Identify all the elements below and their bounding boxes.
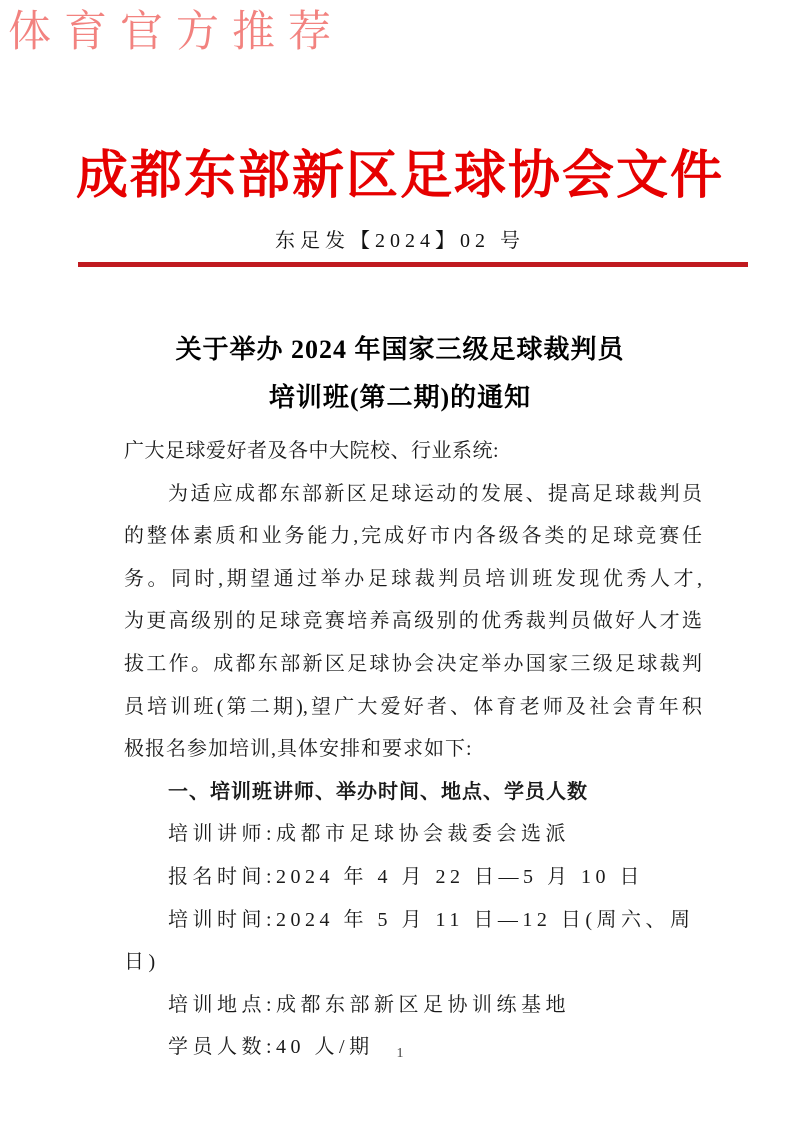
watermark-text: 体育官方推荐 bbox=[8, 9, 344, 56]
body-line: 的整体素质和业务能力,完成好市内各级各类的足球竞赛任 bbox=[124, 525, 702, 548]
document-number: 东足发【2024】02 号 bbox=[275, 230, 525, 252]
document-title-line1: 关于举办 2024 年国家三级足球裁判员 bbox=[175, 335, 625, 364]
document-title bbox=[0, 326, 800, 422]
body-line: 为适应成都东部新区足球运动的发展、提高足球裁判员 bbox=[168, 482, 702, 505]
body-line: 极报名参加培训,具体安排和要求如下: bbox=[124, 738, 473, 761]
body-line: 培训讲师:成都市足球协会裁委会选派 bbox=[168, 823, 571, 846]
body-line: 一、培训班讲师、举办时间、地点、学员人数 bbox=[168, 780, 588, 803]
document-title-line2: 培训班(第二期)的通知 bbox=[268, 383, 532, 412]
body-line: 报名时间:2024 年 4 月 22 日—5 月 10 日 bbox=[168, 865, 645, 888]
body-line: 为更高级别的足球竞赛培养高级别的优秀裁判员做好人才选 bbox=[124, 610, 702, 633]
body-line: 培训地点:成都东部新区足协训练基地 bbox=[168, 993, 571, 1016]
red-divider-rule bbox=[78, 262, 748, 267]
page-number: 1 bbox=[396, 1046, 404, 1061]
body-line: 学员人数:40 人/期 bbox=[168, 1036, 374, 1059]
body-line: 拔工作。成都东部新区足球协会决定举办国家三级足球裁判 bbox=[124, 652, 702, 675]
body-line: 广大足球爱好者及各中大院校、行业系统: bbox=[124, 440, 500, 462]
document-body bbox=[124, 430, 702, 1069]
agency-title: 成都东部新区足球协会文件 bbox=[75, 148, 724, 205]
body-line: 培训时间:2024 年 5 月 11 日—12 日(周六、周日) bbox=[124, 908, 695, 974]
body-line: 务。同时,期望通过举办足球裁判员培训班发现优秀人才, bbox=[124, 567, 702, 590]
body-line: 员培训班(第二期),望广大爱好者、体育老师及社会青年积 bbox=[124, 695, 702, 718]
